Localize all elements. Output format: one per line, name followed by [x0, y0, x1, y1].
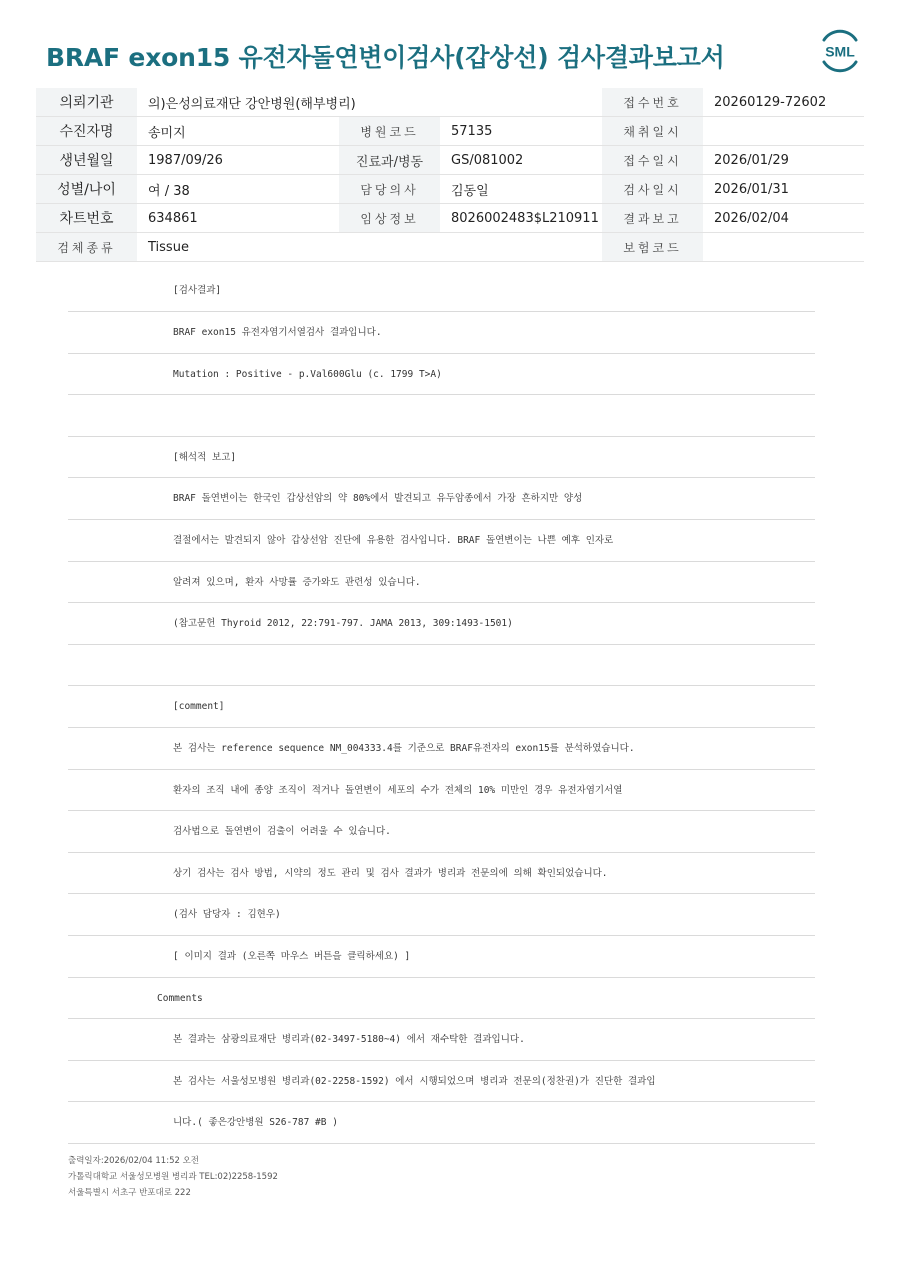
report-line: [comment] — [68, 686, 815, 728]
comments-heading: Comments — [68, 978, 815, 1020]
report-line: Mutation : Positive - p.Val600Glu (c. 1799 T>A) — [68, 354, 815, 396]
test-date-value: 2026/01/31 — [703, 175, 864, 204]
test-date-label: 검사일시 — [602, 175, 703, 204]
dept-label: 진료과/병동 — [339, 146, 440, 175]
sex-age-value: 여 / 38 — [137, 175, 339, 204]
report-line: [해석적 보고] — [68, 437, 815, 479]
patient-name-value: 송미지 — [137, 117, 339, 146]
report-line: 본 검사는 reference sequence NM_004333.4를 기준으로 BRAF유전자의 exon15를 분석하였습니다. — [68, 728, 815, 770]
clinical-info-value: 8026002483$L210911 — [440, 204, 602, 233]
report-date-label: 결과보고 — [602, 204, 703, 233]
sex-age-label: 성별/나이 — [36, 175, 137, 204]
receipt-no-value: 20260129-72602 — [703, 88, 864, 117]
info-row — [36, 233, 864, 262]
report-line: 본 결과는 삼광의료재단 병리과(02-3497-5180~4) 에서 재수탁한 결과입니다. — [68, 1019, 815, 1061]
receipt-date-value: 2026/01/29 — [703, 146, 864, 175]
report-line: 알려져 있으며, 환자 사망률 증가와도 관련성 있습니다. — [68, 562, 815, 604]
print-date: 출력일자:2026/02/04 11:52 오전 — [68, 1156, 200, 1166]
hospital-code-label: 병원코드 — [339, 117, 440, 146]
clinical-info-label: 임상정보 — [339, 204, 440, 233]
insurance-code-label: 보험코드 — [602, 233, 703, 262]
request-org-label: 의뢰기관 — [36, 88, 137, 117]
patient-info-table — [36, 88, 864, 262]
doctor-label: 담당의사 — [339, 175, 440, 204]
report-line: 본 검사는 서울성모병원 병리과(02-2258-1592) 에서 시행되었으며 병리과 전문의(정찬권)가 진단한 결과입 — [68, 1061, 815, 1103]
patient-name-label: 수진자명 — [36, 117, 137, 146]
report-line: BRAF exon15 유전자염기서열검사 결과입니다. — [68, 312, 815, 354]
footer — [68, 1153, 278, 1201]
birth-label: 생년월일 — [36, 146, 137, 175]
info-row — [36, 175, 864, 204]
report-line: (참고문헌 Thyroid 2012, 22:791-797. JAMA 2013, 309:1493-1501) — [68, 603, 815, 645]
report-line: BRAF 돌연변이는 한국인 갑상선암의 약 80%에서 발견되고 유두암종에서 가장 흔하지만 양성 — [68, 478, 815, 520]
info-row — [36, 146, 864, 175]
image-result-link[interactable]: [ 이미지 결과 (오른쪽 마우스 버튼을 클릭하세요) ] — [68, 936, 815, 978]
report-line: [검사결과] — [68, 270, 815, 312]
dept-value: GS/081002 — [440, 146, 602, 175]
birth-value: 1987/09/26 — [137, 146, 339, 175]
receipt-date-label: 접수일시 — [602, 146, 703, 175]
info-row — [36, 117, 864, 146]
info-row — [36, 88, 864, 117]
lab-address: 서울특별시 서초구 반포대로 222 — [68, 1188, 191, 1198]
report-body — [68, 270, 815, 1144]
insurance-code-value — [703, 233, 864, 262]
doctor-value: 김동일 — [440, 175, 602, 204]
hospital-code-value: 57135 — [440, 117, 602, 146]
report-line: (검사 담당자 : 김현우) — [68, 894, 815, 936]
lab-contact: 가톨릭대학교 서울성모병원 병리과 TEL:02)2258-1592 — [68, 1172, 278, 1182]
collection-date-label: 채취일시 — [602, 117, 703, 146]
request-org-value: 의)은성의료재단 강안병원(해부병리) — [137, 88, 602, 117]
report-line: 상기 검사는 검사 방법, 시약의 정도 관리 및 검사 결과가 병리과 전문의에 의해 확인되었습니다. — [68, 853, 815, 895]
sml-logo — [818, 28, 862, 74]
report-date-value: 2026/02/04 — [703, 204, 864, 233]
info-row — [36, 204, 864, 233]
logo-text: SML — [825, 43, 855, 60]
report-line: 검사법으로 돌연변이 검출이 어려울 수 있습니다. — [68, 811, 815, 853]
chart-no-label: 차트번호 — [36, 204, 137, 233]
specimen-label: 검체종류 — [36, 233, 137, 262]
report-line: 결절에서는 발견되지 않아 갑상선암 진단에 유용한 검사입니다. BRAF 돌연변이는 나쁜 예후 인자로 — [68, 520, 815, 562]
collection-date-value — [703, 117, 864, 146]
report-line — [68, 395, 815, 437]
report-line — [68, 645, 815, 687]
specimen-value: Tissue — [137, 233, 602, 262]
chart-no-value: 634861 — [137, 204, 339, 233]
report-line: 환자의 조직 내에 종양 조직이 적거나 돌연변이 세포의 수가 전체의 10% 미만인 경우 유전자염기서열 — [68, 770, 815, 812]
receipt-no-label: 접수번호 — [602, 88, 703, 117]
report-title: BRAF exon15 유전자돌연변이검사(갑상선) 검사결과보고서 — [46, 43, 725, 72]
report-line: 니다.( 좋은강안병원 S26-787 #B ) — [68, 1102, 815, 1144]
